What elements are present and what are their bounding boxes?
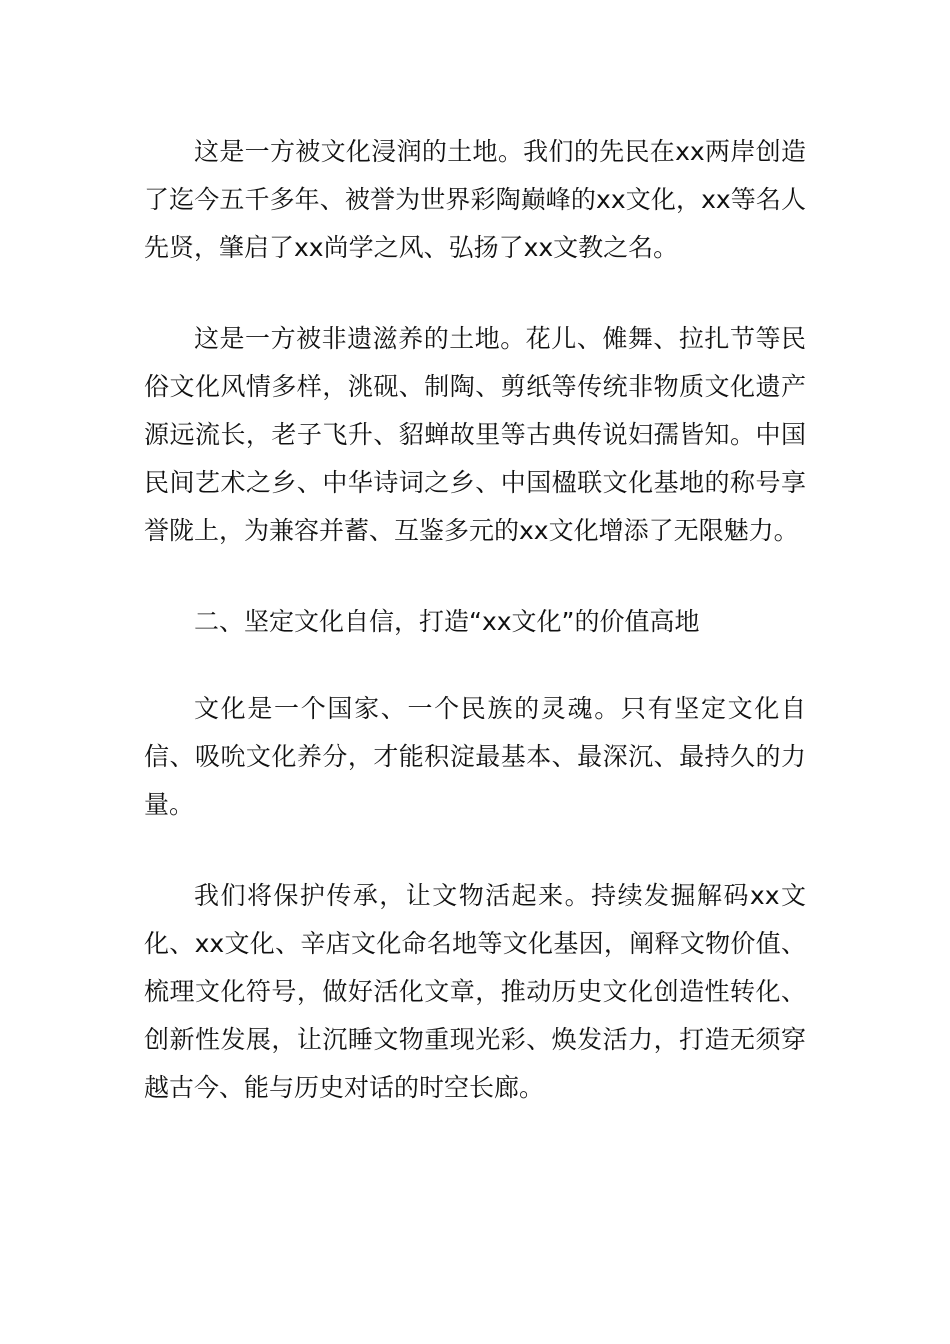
paragraph-culture-land: 这是一方被文化浸润的土地。我们的先民在xx两岸创造了迄今五千多年、被誉为世界彩陶巅峰的xx文化，xx等名人先贤，肇启了xx尚学之风、弘扬了xx文教之名。 <box>144 137 806 262</box>
paragraph-intangible-heritage: 这是一方被非遗滋养的土地。花儿、傩舞、拉扎节等民俗文化风情多样，洮砚、制陶、剪纸等传统非物质文化遗产源远流长，老子飞升、貂蝉故里等古典传说妇孺皆知。中国民间艺术之乡、中华诗词之乡、中国楹联文化基地的称号享誉陇上，为兼容并蓄、互鉴多元的xx文化增添了无限魅力。 <box>144 324 806 545</box>
paragraph-protect-inherit: 我们将保护传承，让文物活起来。持续发掘解码xx文化、xx文化、辛店文化命名地等文化基因，阐释文物价值、梳理文化符号，做好活化文章，推动历史文化创造性转化、创新性发展，让沉睡文物重现光彩、焕发活力，打造无须穿越古今、能与历史对话的时空长廊。 <box>144 881 806 1102</box>
section-heading-cultural-confidence: 二、坚定文化自信，打造“xx文化”的价值高地 <box>194 607 700 636</box>
paragraph-culture-soul: 文化是一个国家、一个民族的灵魂。只有坚定文化自信、吸吮文化养分，才能积淀最基本、最深沉、最持久的力量。 <box>144 694 806 819</box>
document-body <box>144 128 806 1155</box>
